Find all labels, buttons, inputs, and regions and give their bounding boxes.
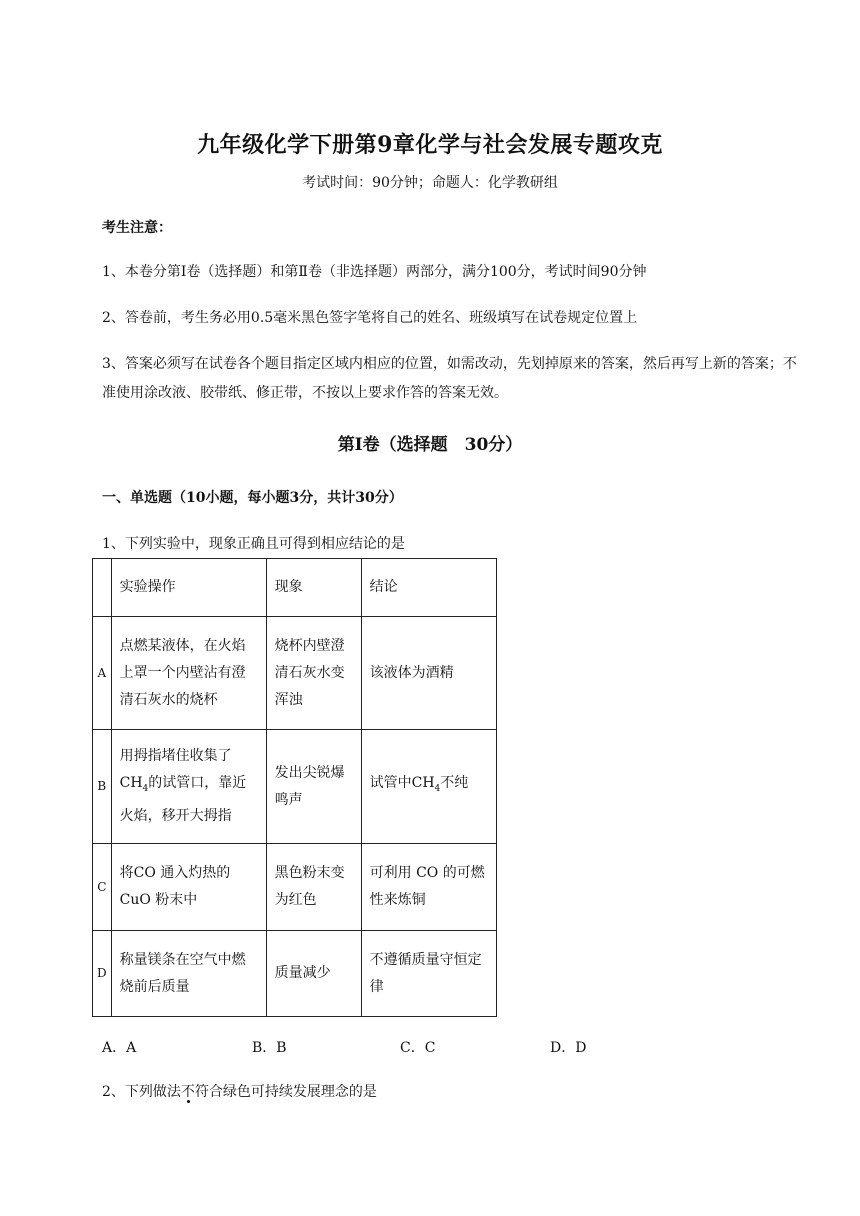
stem-text: 2、下列做法: [102, 1084, 181, 1100]
operation-cell: 点燃某液体，在火焰上罩一个内壁沾有澄清石灰水的烧杯: [111, 617, 266, 730]
operation-cell: [111, 730, 266, 844]
experiment-table: [92, 558, 497, 1017]
part-title: 第Ⅰ卷（选择题 30分）: [337, 435, 523, 455]
option-d[interactable]: D．D: [550, 1040, 587, 1056]
table-header-cell: [93, 559, 112, 617]
conclusion-text: 试管中CH: [369, 775, 435, 792]
section-heading: 一、单选题（10小题，每小题3分，共计30分）: [102, 490, 403, 506]
row-label: D: [93, 931, 112, 1017]
table-row: [93, 730, 497, 844]
row-label: C: [93, 844, 112, 931]
subscript: 4: [434, 783, 441, 794]
table-header-cell: 结论: [361, 559, 496, 617]
phenomenon-cell: 黑色粉末变为红色: [266, 844, 361, 931]
conclusion-cell: 该液体为酒精: [361, 617, 496, 730]
option-c[interactable]: C．C: [400, 1040, 436, 1056]
notice-item-2: 2、答卷前，考生务必用0.5毫米黑色签字笔将自己的姓名、班级填写在试卷规定位置上: [102, 310, 638, 326]
exam-info: 考试时间：90分钟；命题人：化学教研组: [302, 175, 558, 191]
stem-text: 符合绿色可持续发展理念的是: [194, 1084, 377, 1100]
operation-cell: 将CO 通入灼热的CuO 粉末中: [111, 844, 266, 931]
notice-item-3: 3、答案必须写在试卷各个题目指定区域内相应的位置，如需改动，先划掉原来的答案，然后再写上新的答案；不准使用涂改液、胶带纸、修正带，不按以上要求作答的答案无效。: [102, 356, 797, 401]
table-header-cell: 现象: [266, 559, 361, 617]
option-a[interactable]: A．A: [102, 1040, 137, 1056]
table-row: [93, 844, 497, 931]
notice-item-1: 1、本卷分第Ⅰ卷（选择题）和第Ⅱ卷（非选择题）两部分，满分100分，考试时间90分钟: [102, 264, 647, 280]
table-row: [93, 617, 497, 730]
conclusion-cell: 可利用 CO 的可燃性来炼铜: [361, 844, 496, 931]
conclusion-text: 不纯: [440, 775, 469, 792]
table-header-cell: 实验操作: [111, 559, 266, 617]
conclusion-cell: [361, 730, 496, 844]
phenomenon-cell: 发出尖锐爆鸣声: [266, 730, 361, 844]
row-label: A: [93, 617, 112, 730]
notice-heading: 考生注意：: [102, 220, 172, 236]
page-title: 九年级化学下册第9章化学与社会发展专题攻克: [197, 132, 663, 158]
question-1-stem: 1、下列实验中，现象正确且可得到相应结论的是: [102, 536, 405, 552]
table-header-row: [93, 559, 497, 617]
question-2-stem: [102, 1078, 377, 1106]
operation-text: 用拇指堵住收集了CH: [119, 748, 232, 792]
phenomenon-cell: 烧杯内壁澄清石灰水变浑浊: [266, 617, 361, 730]
phenomenon-cell: 质量减少: [266, 931, 361, 1017]
operation-text: 的试管口，靠近火焰，移开大拇指: [119, 775, 247, 824]
subscript: 4: [142, 783, 149, 794]
table-row: [93, 931, 497, 1017]
conclusion-cell: 不遵循质量守恒定律: [361, 931, 496, 1017]
operation-cell: 称量镁条在空气中燃烧前后质量: [111, 931, 266, 1017]
option-b[interactable]: B．B: [252, 1040, 287, 1056]
row-label: B: [93, 730, 112, 844]
emphasis-dot-text: 不: [180, 1084, 195, 1100]
